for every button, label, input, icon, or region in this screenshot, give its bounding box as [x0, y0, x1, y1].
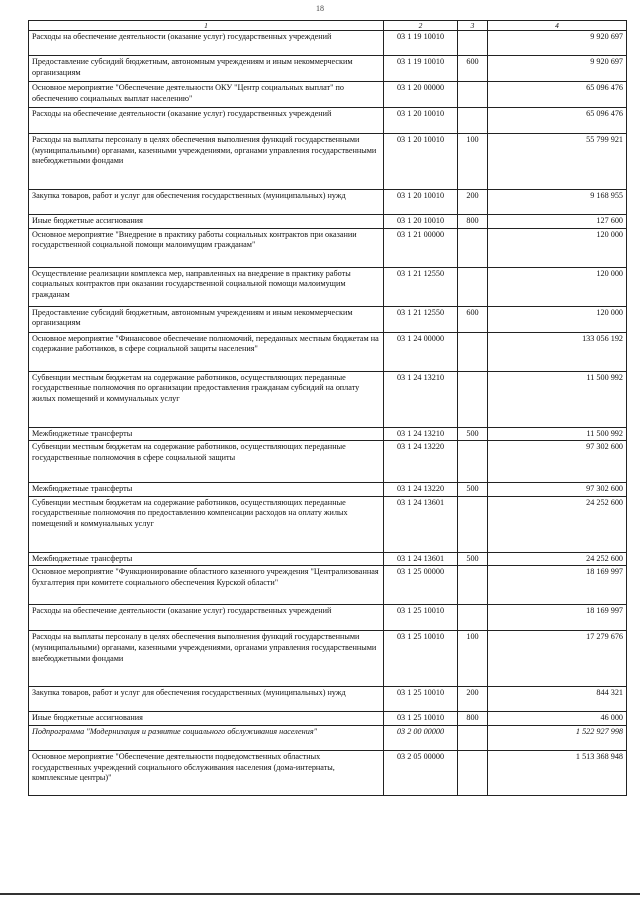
expense-type-cell: 800: [458, 215, 488, 229]
expense-type-cell: 500: [458, 552, 488, 566]
expense-type-cell: [458, 750, 488, 795]
target-article-code-cell: 03 2 00 00000: [384, 725, 458, 750]
target-article-code-cell: 03 1 21 00000: [384, 228, 458, 267]
row-name-cell: Иные бюджетные ассигнования: [29, 712, 384, 726]
amount-cell: 17 279 676: [488, 631, 627, 687]
table-row: [29, 332, 627, 371]
target-article-code-cell: 03 1 21 12550: [384, 306, 458, 332]
target-article-code-cell: 03 1 24 13220: [384, 441, 458, 483]
table-row: [29, 750, 627, 795]
row-name-cell: Межбюджетные трансферты: [29, 552, 384, 566]
table-row: [29, 134, 627, 190]
table-row: [29, 483, 627, 497]
expense-type-cell: [458, 31, 488, 56]
amount-cell: 9 168 955: [488, 190, 627, 215]
row-name-cell: Иные бюджетные ассигнования: [29, 215, 384, 229]
amount-cell: 120 000: [488, 267, 627, 306]
row-name-cell: Основное мероприятие "Обеспечение деятельности подведомственных областных государственных учреждений социального обслуживания населения (дома-интернаты, комплексные центры)": [29, 750, 384, 795]
target-article-code-cell: 03 1 25 10010: [384, 687, 458, 712]
table-row: [29, 371, 627, 427]
target-article-code-cell: 03 1 25 10010: [384, 712, 458, 726]
expense-type-cell: [458, 441, 488, 483]
table-row: [29, 566, 627, 605]
expense-type-cell: 800: [458, 712, 488, 726]
expense-type-cell: 100: [458, 631, 488, 687]
table-row: [29, 552, 627, 566]
target-article-code-cell: 03 1 24 13220: [384, 483, 458, 497]
target-article-code-cell: 03 1 20 00000: [384, 82, 458, 108]
expense-type-cell: [458, 228, 488, 267]
table-row: [29, 441, 627, 483]
expense-type-cell: [458, 332, 488, 371]
amount-cell: 46 000: [488, 712, 627, 726]
row-name-cell: Предоставление субсидий бюджетным, автономным учреждениям и иным некоммерческим организациям: [29, 306, 384, 332]
row-name-cell: Расходы на обеспечение деятельности (оказание услуг) государственных учреждений: [29, 108, 384, 134]
target-article-code-cell: 03 1 20 10010: [384, 190, 458, 215]
amount-cell: 18 169 997: [488, 566, 627, 605]
target-article-code-cell: 03 1 20 10010: [384, 215, 458, 229]
table-row: [29, 631, 627, 687]
row-name-cell: Закупка товаров, работ и услуг для обеспечения государственных (муниципальных) нужд: [29, 687, 384, 712]
expense-type-cell: 500: [458, 483, 488, 497]
target-article-code-cell: 03 1 20 10010: [384, 108, 458, 134]
amount-cell: 120 000: [488, 228, 627, 267]
page-bottom-rule: [0, 893, 640, 895]
expense-type-cell: [458, 267, 488, 306]
column-number-4: 4: [488, 21, 627, 31]
amount-cell: 55 799 921: [488, 134, 627, 190]
column-number-1: 1: [29, 21, 384, 31]
row-name-cell: Расходы на обеспечение деятельности (оказание услуг) государственных учреждений: [29, 31, 384, 56]
amount-cell: 133 056 192: [488, 332, 627, 371]
table-row: [29, 56, 627, 82]
amount-cell: 9 920 697: [488, 31, 627, 56]
target-article-code-cell: 03 1 24 13601: [384, 552, 458, 566]
row-name-cell: Расходы на обеспечение деятельности (оказание услуг) государственных учреждений: [29, 605, 384, 631]
table-row: [29, 190, 627, 215]
row-name-cell: Основное мероприятие "Функционирование областного казенного учреждения "Централизованная бухгалтерия при комитете социального обеспечения Курской области": [29, 566, 384, 605]
amount-cell: 1 522 927 998: [488, 725, 627, 750]
target-article-code-cell: 03 1 24 13210: [384, 371, 458, 427]
amount-cell: 127 600: [488, 215, 627, 229]
row-name-cell: Субвенции местным бюджетам на содержание работников, осуществляющих переданные государственные полномочия по организации предоставления гражданам субсидий на оплату жилых помещений и коммунальных услуг: [29, 371, 384, 427]
amount-cell: 9 920 697: [488, 56, 627, 82]
table-row: [29, 228, 627, 267]
row-name-cell: Расходы на выплаты персоналу в целях обеспечения выполнения функций государственными (муниципальными) органами, казенными учреждениями, органами управления государственными внебюджетными фондами: [29, 134, 384, 190]
row-name-cell: Субвенции местным бюджетам на содержание работников, осуществляющих переданные государственные полномочия в сфере социальной защиты: [29, 441, 384, 483]
table-row: [29, 31, 627, 56]
budget-table: [28, 20, 627, 796]
column-number-2: 2: [384, 21, 458, 31]
row-name-cell: Закупка товаров, работ и услуг для обеспечения государственных (муниципальных) нужд: [29, 190, 384, 215]
target-article-code-cell: 03 1 24 00000: [384, 332, 458, 371]
table-row: [29, 215, 627, 229]
amount-cell: 11 500 992: [488, 427, 627, 441]
row-name-cell: Межбюджетные трансферты: [29, 427, 384, 441]
expense-type-cell: [458, 496, 488, 552]
table-row: [29, 82, 627, 108]
amount-cell: 24 252 600: [488, 552, 627, 566]
target-article-code-cell: 03 1 19 10010: [384, 31, 458, 56]
target-article-code-cell: 03 2 05 00000: [384, 750, 458, 795]
expense-type-cell: 200: [458, 687, 488, 712]
table-row: [29, 496, 627, 552]
expense-type-cell: [458, 82, 488, 108]
table-row: [29, 267, 627, 306]
row-name-cell: Предоставление субсидий бюджетным, автономным учреждениям и иным некоммерческим организациям: [29, 56, 384, 82]
expense-type-cell: 200: [458, 190, 488, 215]
row-name-cell: Подпрограмма "Модернизация и развитие социального обслуживания населения": [29, 725, 384, 750]
amount-cell: 65 096 476: [488, 108, 627, 134]
expense-type-cell: [458, 371, 488, 427]
table-row: [29, 687, 627, 712]
amount-cell: 844 321: [488, 687, 627, 712]
target-article-code-cell: 03 1 25 00000: [384, 566, 458, 605]
target-article-code-cell: 03 1 25 10010: [384, 605, 458, 631]
target-article-code-cell: 03 1 19 10010: [384, 56, 458, 82]
expense-type-cell: [458, 725, 488, 750]
expense-type-cell: 600: [458, 56, 488, 82]
amount-cell: 18 169 997: [488, 605, 627, 631]
row-name-cell: Осуществление реализации комплекса мер, направленных на внедрение в практику работы социальных контрактов при оказании государственной социальной помощи малоимущим гражданам: [29, 267, 384, 306]
table-row: [29, 725, 627, 750]
column-number-3: 3: [458, 21, 488, 31]
table-row: [29, 427, 627, 441]
amount-cell: 97 302 600: [488, 483, 627, 497]
row-name-cell: Основное мероприятие "Финансовое обеспечение полномочий, переданных местным бюджетам на содержание работников, в сфере социальной защиты населения": [29, 332, 384, 371]
target-article-code-cell: 03 1 25 10010: [384, 631, 458, 687]
table-row: [29, 306, 627, 332]
amount-cell: 120 000: [488, 306, 627, 332]
row-name-cell: Субвенции местным бюджетам на содержание работников, осуществляющих переданные государственные полномочия по предоставлению компенсации расходов на оплату жилых помещений и коммунальных услуг: [29, 496, 384, 552]
target-article-code-cell: 03 1 21 12550: [384, 267, 458, 306]
row-name-cell: Основное мероприятие "Обеспечение деятельности ОКУ "Центр социальных выплат" по обеспечению социальных выплат населению": [29, 82, 384, 108]
expense-type-cell: 500: [458, 427, 488, 441]
amount-cell: 1 513 368 948: [488, 750, 627, 795]
expense-type-cell: 600: [458, 306, 488, 332]
target-article-code-cell: 03 1 24 13210: [384, 427, 458, 441]
expense-type-cell: [458, 108, 488, 134]
row-name-cell: Расходы на выплаты персоналу в целях обеспечения выполнения функций государственными (муниципальными) органами, казенными учреждениями, органами управления государственными внебюджетными фондами: [29, 631, 384, 687]
row-name-cell: Межбюджетные трансферты: [29, 483, 384, 497]
expense-type-cell: [458, 605, 488, 631]
page-number: 18: [316, 4, 324, 13]
row-name-cell: Основное мероприятие "Внедрение в практику работы социальных контрактов при оказании государственной социальной помощи малоимущим гражданам": [29, 228, 384, 267]
amount-cell: 97 302 600: [488, 441, 627, 483]
table-row: [29, 712, 627, 726]
amount-cell: 11 500 992: [488, 371, 627, 427]
column-number-row: [29, 21, 627, 31]
expense-type-cell: [458, 566, 488, 605]
amount-cell: 65 096 476: [488, 82, 627, 108]
target-article-code-cell: 03 1 20 10010: [384, 134, 458, 190]
table-row: [29, 108, 627, 134]
expense-type-cell: 100: [458, 134, 488, 190]
table-row: [29, 605, 627, 631]
amount-cell: 24 252 600: [488, 496, 627, 552]
target-article-code-cell: 03 1 24 13601: [384, 496, 458, 552]
